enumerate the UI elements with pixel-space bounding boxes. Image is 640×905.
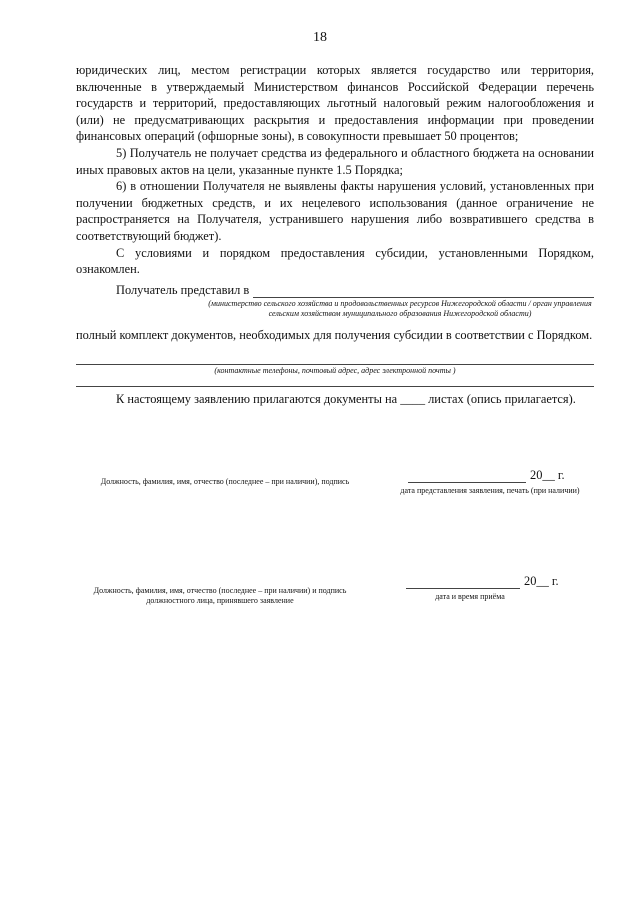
submitted-label: Получатель представил в [116, 282, 250, 297]
contacts-field[interactable] [76, 350, 594, 365]
applicant-signature-label: Должность, фамилия, имя, отчество (последнее – при наличии), подпись [100, 477, 350, 486]
official-date-year: 20__ г. [524, 574, 559, 588]
applicant-date-year: 20__ г. [530, 468, 565, 482]
submitted-to-field[interactable] [253, 285, 594, 298]
submitted-caption: (министерство сельского хозяйства и продовольственных ресурсов Нижегородской области / орган управления сельским хозяйством муниципального образования Нижегородской области) [208, 299, 592, 319]
applicant-date-row [408, 468, 588, 483]
applicant-date-field[interactable] [408, 470, 526, 483]
official-date-row [406, 574, 586, 589]
official-signature-label: Должность, фамилия, имя, отчество (последнее – при наличии) и подпись должностного лица, принявшего заявление [93, 586, 347, 605]
applicant-date-caption: дата представления заявления, печать (при наличии) [400, 486, 580, 495]
submitted-row [76, 282, 594, 299]
submitted-continuation: полный комплект документов, необходимых для получения субсидии в соответствии с Порядком. [76, 328, 593, 343]
paragraph-acknowledged: С условиями и порядком предоставления субсидии, установленными Порядком, ознакомлен. [76, 245, 594, 277]
attachments-line: К настоящему заявлению прилагаются документы на ____ листах (опись прилагается). [116, 391, 576, 406]
page-number: 18 [313, 30, 327, 45]
contacts-caption: (контактные телефоны, почтовый адрес, адрес электронной почты ) [214, 365, 456, 375]
paragraph-offshore: юридических лиц, местом регистрации которых является государство или территория, включенные в утверждаемый Министерством финансов Российской Федерации перечень государств и территорий, предоставляющих льготный налоговый режим налогообложения и (или) не предусматривающих раскрытия и предоставления информации при проведении финансовых операций (офшорные зоны), в совокупности превышает 50 процентов; [76, 63, 594, 144]
paragraph-item-6: 6) в отношении Получателя не выявлены факты нарушения условий, установленных при получении бюджетных средств, и их нецелевого использования (данное ограничение не распространяется на Получателя, устранившего нарушения либо возвратившего средства в соответствующий бюджет). [76, 179, 594, 243]
paragraph-item-5: 5) Получатель не получает средства из федерального и областного бюджета на основании иных правовых актов на цели, указанные пункте 1.5 Порядка; [76, 145, 594, 177]
official-date-caption: дата и время приёма [435, 592, 505, 601]
contacts-field-2[interactable] [76, 376, 594, 387]
document-body [76, 62, 594, 408]
official-date-field[interactable] [406, 576, 520, 589]
